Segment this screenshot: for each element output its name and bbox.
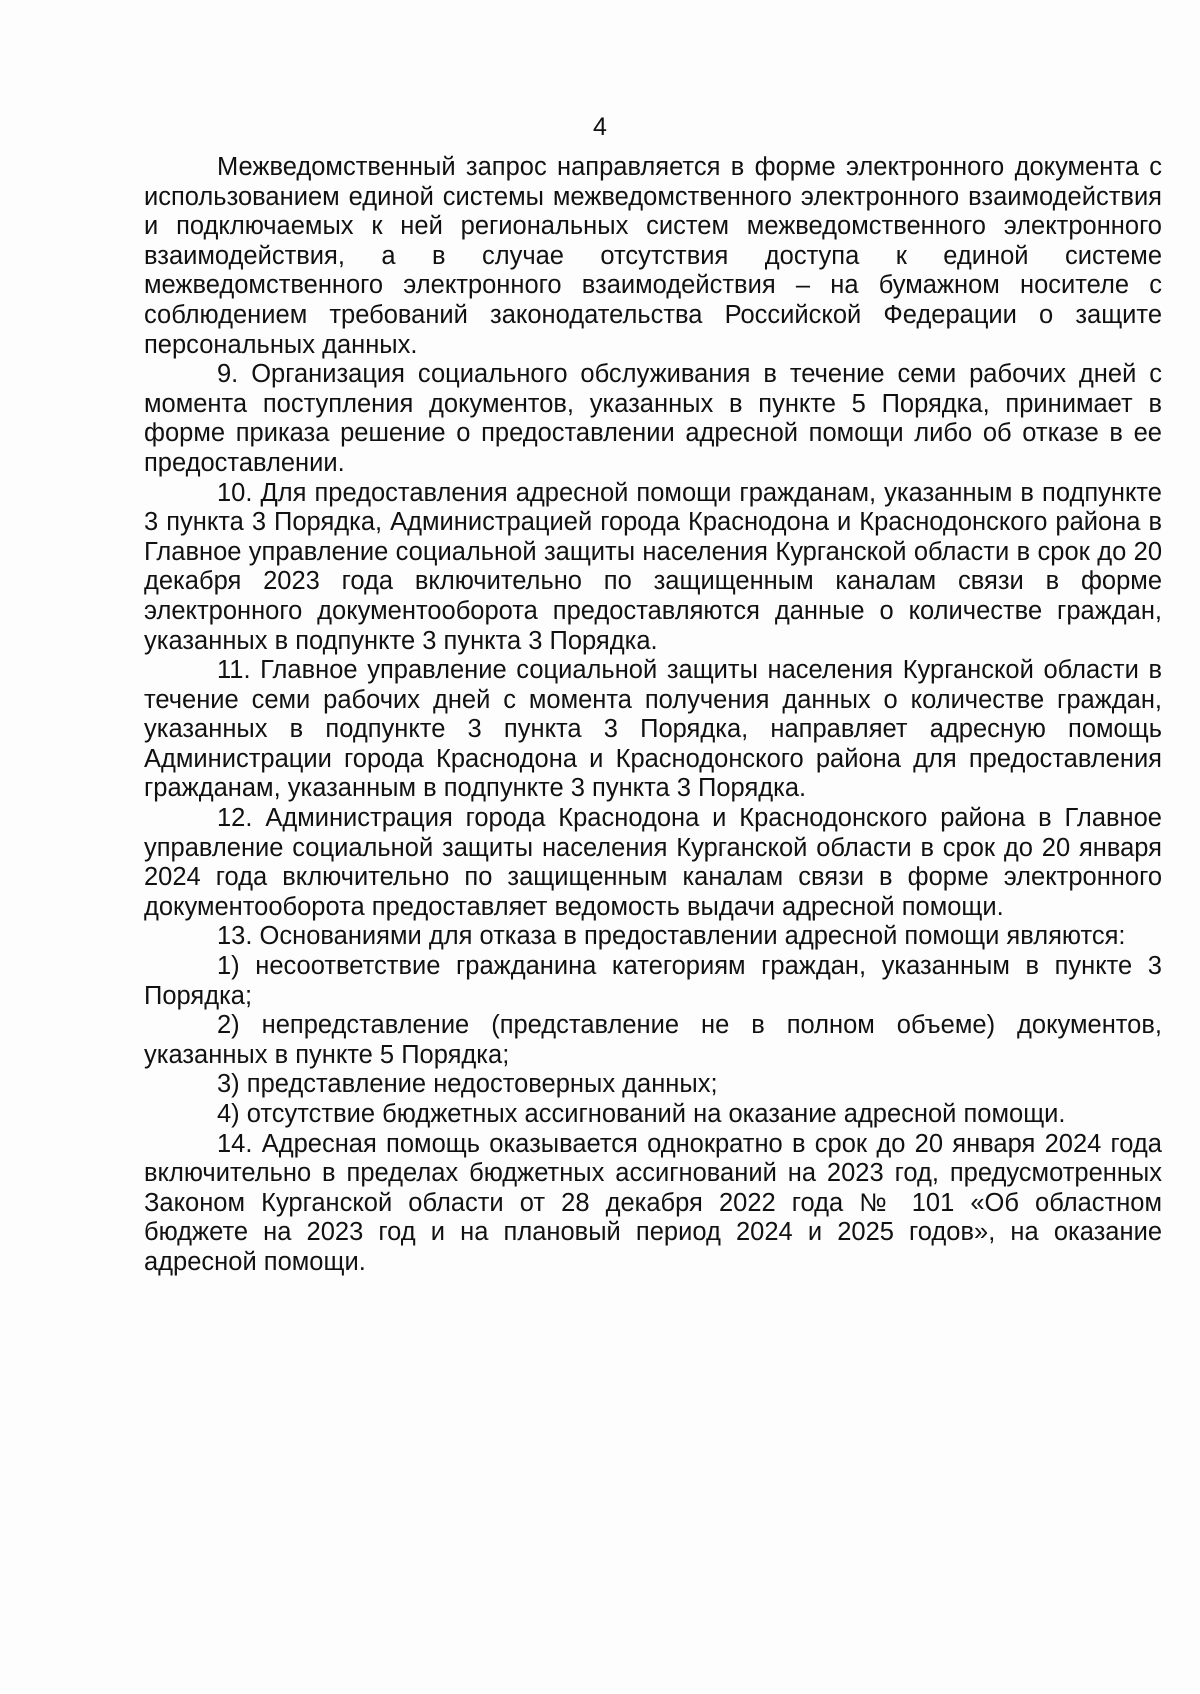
paragraph-item-14: 14. Адресная помощь оказывается однократно в срок до 20 января 2024 года включительно в пределах бюджетных ассигнований на 2023 год, предусмотренных Законом Курганской области от 28 декабря 2022 года № 101 «Об областном бюджете на 2023 год и на плановый период 2024 и 2025 годов», на оказание адресной помощи. (144, 1129, 1162, 1276)
paragraph-item-9: 9. Организация социального обслуживания в течение семи рабочих дней с момента поступления документов, указанных в пункте 5 Порядка, принимает в форме приказа решение о предоставлении адресной помощи либо об отказе в ее предоставлении. (144, 360, 1162, 477)
paragraph-item-13: 13. Основаниями для отказа в предоставлении адресной помощи являются: (217, 922, 1126, 951)
paragraph-interagency-request: Межведомственный запрос направляется в форме электронного документа с использованием единой системы межведомственного электронного взаимодействия и подключаемых к ней региональных систем межведомственного электронного взаимодействия, а в случае отсутствия доступа к единой системе межведомственного электронного взаимодействия – на бумажном носителе с соблюдением требований законодательства Российской Федерации о защите персональных данных. (144, 153, 1162, 359)
paragraph-subitem-1: 1) несоответствие гражданина категориям граждан, указанным в пункте 3 Порядка; (144, 952, 1162, 1010)
paragraph-subitem-4: 4) отсутствие бюджетных ассигнований на оказание адресной помощи. (217, 1100, 1066, 1128)
page-number: 4 (593, 113, 607, 141)
paragraph-item-10: 10. Для предоставления адресной помощи гражданам, указанным в подпункте 3 пункта 3 Порядка, Администрацией города Краснодона и Краснодонского района в Главное управление социальной защиты населения Курганской области в срок до 20 декабря 2023 года включительно по защищенным каналам связи в форме электронного документооборота предоставляются данные о количестве граждан, указанных в подпункте 3 пункта 3 Порядка. (144, 478, 1162, 655)
paragraph-item-12: 12. Администрация города Краснодона и Краснодонского района в Главное управление социальной защиты населения Курганской области в срок до 20 января 2024 года включительно по защищенным каналам связи в форме электронного документооборота предоставляет ведомость выдачи адресной помощи. (144, 804, 1162, 921)
paragraph-subitem-2: 2) непредставление (представление не в полном объеме) документов, указанных в пункте 5 Порядка; (144, 1011, 1162, 1069)
document-body (144, 153, 1162, 1278)
paragraph-subitem-3: 3) представление недостоверных данных; (217, 1070, 718, 1099)
paragraph-item-11: 11. Главное управление социальной защиты населения Курганской области в течение семи рабочих дней с момента получения данных о количестве граждан, указанных в подпункте 3 пункта 3 Порядка, направляет адресную помощь Администрации города Краснодона и Краснодонского района для предоставления гражданам, указанным в подпункте 3 пункта 3 Порядка. (144, 656, 1162, 803)
